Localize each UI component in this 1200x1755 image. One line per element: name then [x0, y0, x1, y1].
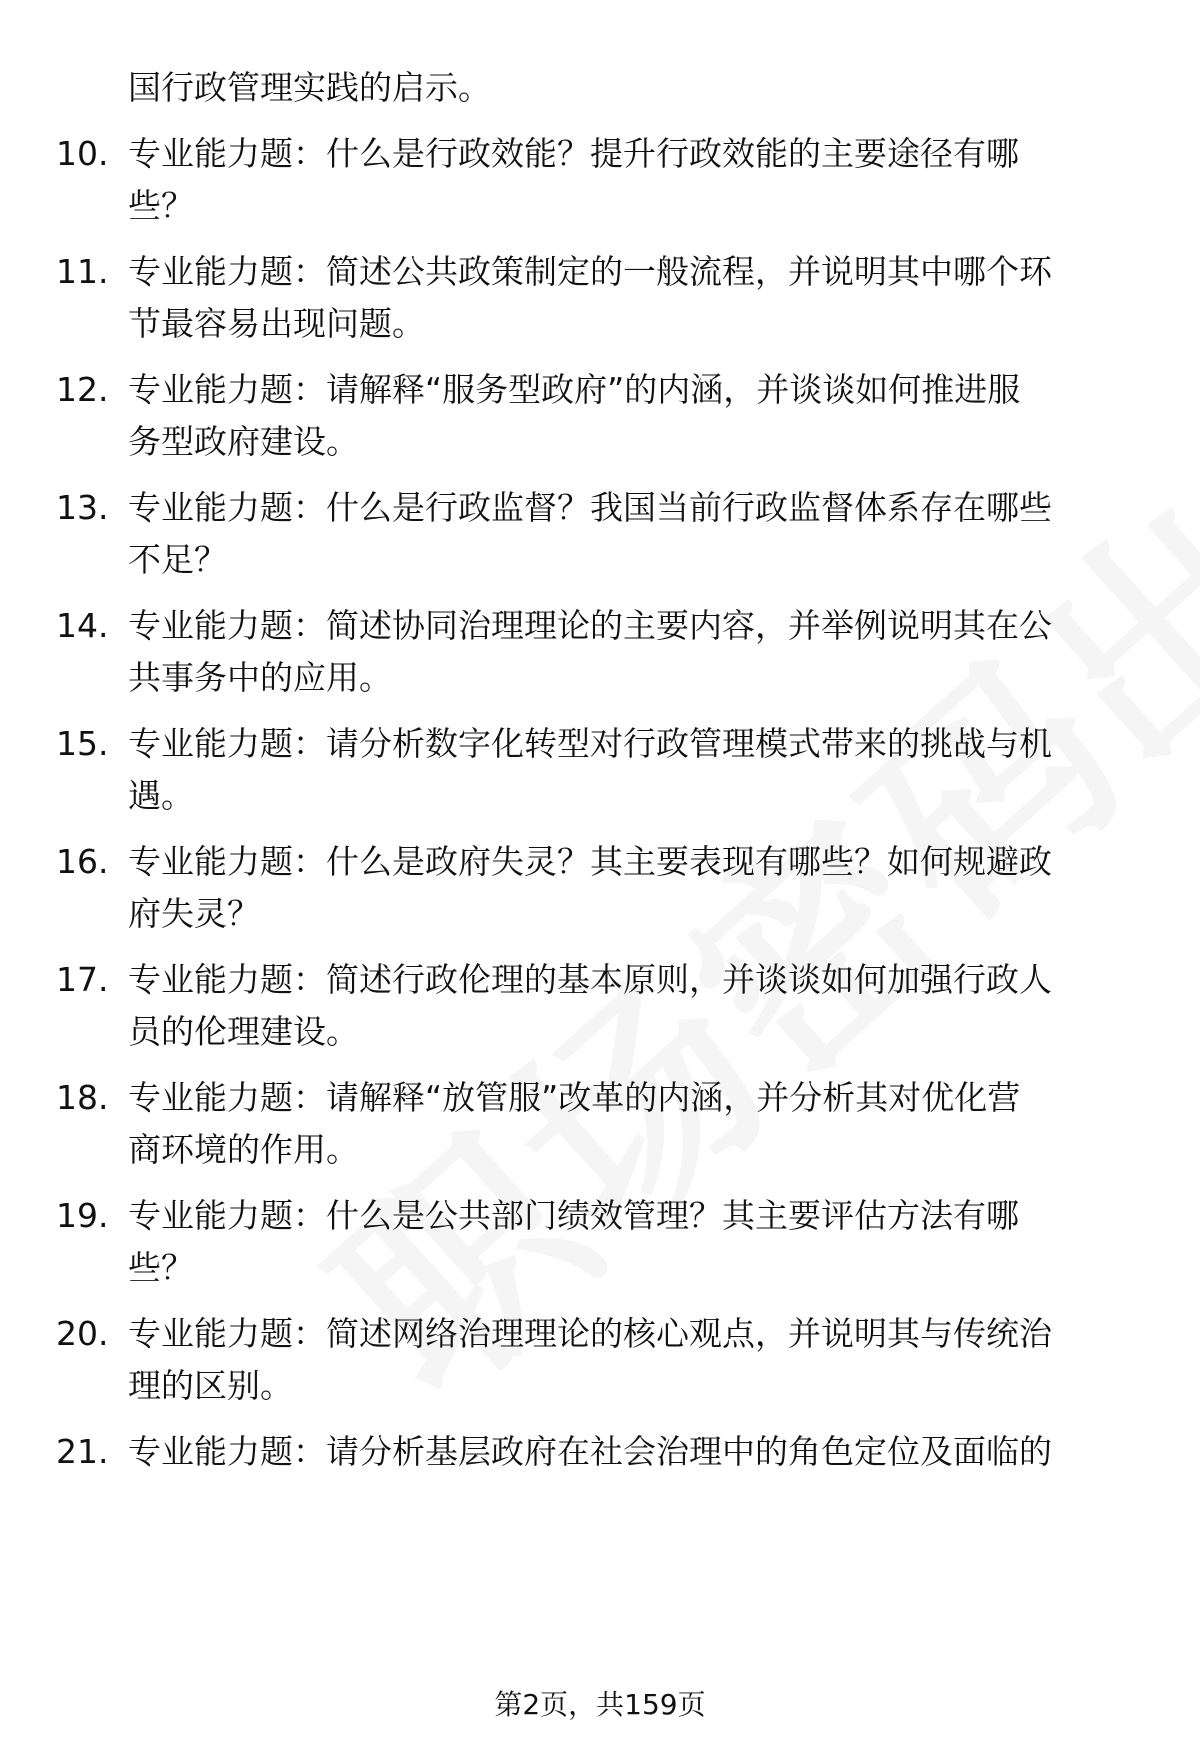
list-item	[0, 954, 1200, 1064]
list-item	[0, 718, 1200, 828]
carry-over-line: 国行政管理实践的启示。	[128, 68, 491, 107]
item-line: 专业能力题：简述协同治理理论的主要内容，并举例说明其在公	[128, 606, 1052, 645]
item-number: 16.	[56, 842, 109, 881]
item-line: 理的区别。	[128, 1366, 293, 1405]
list-item	[0, 364, 1200, 474]
item-text	[128, 1072, 1138, 1176]
item-text	[128, 954, 1138, 1058]
item-line: 专业能力题：请分析基层政府在社会治理中的角色定位及面临的	[128, 1432, 1052, 1471]
item-line: 府失灵？	[128, 894, 260, 933]
item-number: 13.	[56, 488, 109, 527]
item-text	[128, 1308, 1138, 1412]
item-number: 14.	[56, 606, 109, 645]
item-line: 专业能力题：请解释“服务型政府”的内涵，并谈谈如何推进服	[128, 370, 1021, 409]
page-footer: 第2页，共159页	[494, 1688, 706, 1721]
list-item	[0, 1190, 1200, 1300]
item-text	[128, 718, 1138, 822]
item-line: 共事务中的应用。	[128, 658, 392, 697]
item-line: 专业能力题：请分析数字化转型对行政管理模式带来的挑战与机	[128, 724, 1052, 763]
list-item	[0, 600, 1200, 710]
item-number: 18.	[56, 1078, 109, 1117]
item-text	[128, 482, 1138, 586]
item-line: 不足？	[128, 540, 227, 579]
list-item	[0, 482, 1200, 592]
item-text	[128, 600, 1138, 704]
item-text	[128, 128, 1138, 232]
item-number: 12.	[56, 370, 109, 409]
list-item	[0, 1308, 1200, 1418]
item-line: 专业能力题：什么是政府失灵？其主要表现有哪些？如何规避政	[128, 842, 1052, 881]
item-line: 些？	[128, 186, 194, 225]
item-number: 10.	[56, 134, 109, 173]
item-number: 17.	[56, 960, 109, 999]
item-text	[128, 246, 1138, 350]
item-line: 些？	[128, 1248, 194, 1287]
item-line: 商环境的作用。	[128, 1130, 359, 1169]
item-number: 20.	[56, 1314, 109, 1353]
item-line: 遇。	[128, 776, 194, 815]
item-line: 专业能力题：简述公共政策制定的一般流程，并说明其中哪个环	[128, 252, 1052, 291]
item-line: 专业能力题：简述行政伦理的基本原则，并谈谈如何加强行政人	[128, 960, 1052, 999]
item-line: 专业能力题：什么是行政监督？我国当前行政监督体系存在哪些	[128, 488, 1052, 527]
item-line: 员的伦理建设。	[128, 1012, 359, 1051]
item-text	[128, 1190, 1138, 1294]
item-line: 专业能力题：请解释“放管服”改革的内涵，并分析其对优化营	[128, 1078, 1021, 1117]
item-line: 专业能力题：简述网络治理理论的核心观点，并说明其与传统治	[128, 1314, 1052, 1353]
list-item	[0, 1072, 1200, 1182]
list-item	[0, 128, 1200, 238]
item-number: 11.	[56, 252, 109, 291]
item-line: 专业能力题：什么是行政效能？提升行政效能的主要途径有哪	[128, 134, 1019, 173]
item-line: 务型政府建设。	[128, 422, 359, 461]
item-number: 19.	[56, 1196, 109, 1235]
item-line: 专业能力题：什么是公共部门绩效管理？其主要评估方法有哪	[128, 1196, 1019, 1235]
item-line: 节最容易出现问题。	[128, 304, 425, 343]
list-item	[0, 836, 1200, 946]
item-text	[128, 364, 1138, 468]
item-text	[128, 836, 1138, 940]
item-number: 21.	[56, 1432, 109, 1471]
list-item	[0, 1426, 1200, 1536]
item-number: 15.	[56, 724, 109, 763]
list-item	[0, 246, 1200, 356]
item-text	[128, 1426, 1138, 1478]
